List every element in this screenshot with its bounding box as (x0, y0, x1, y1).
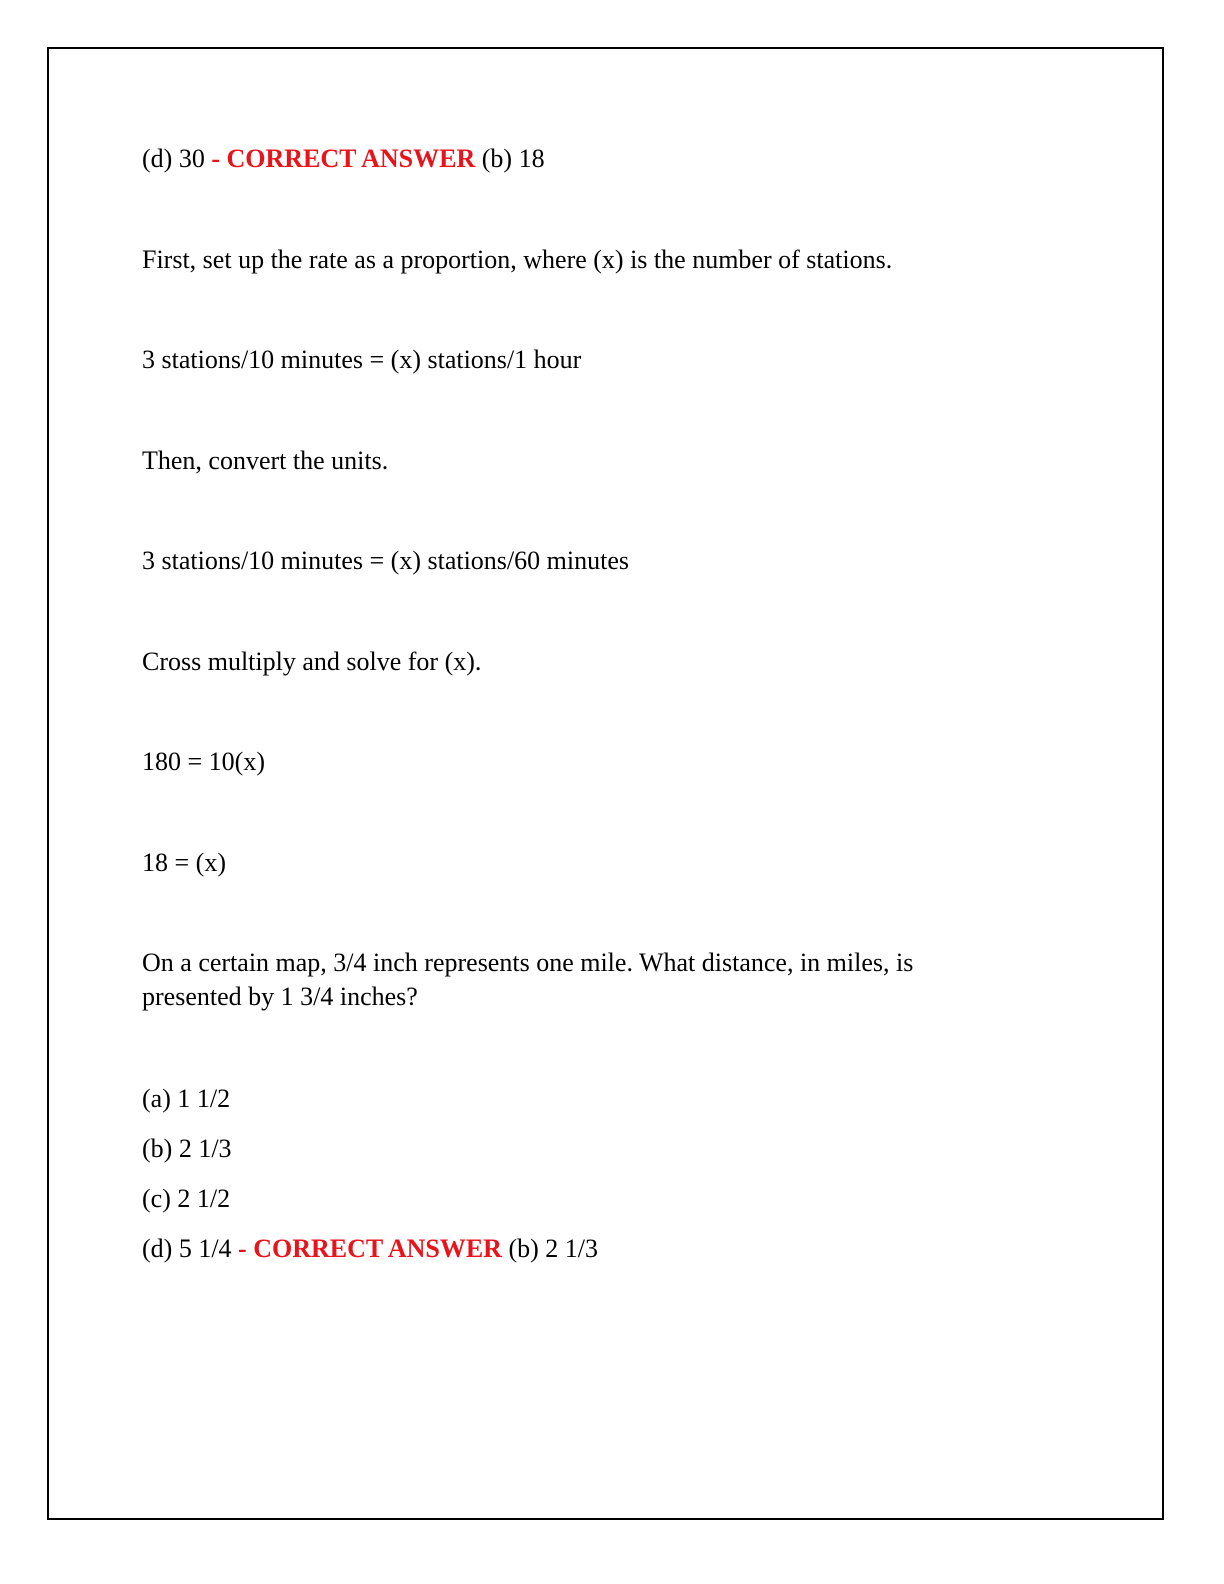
option-d-text: (d) 5 1/4 (142, 1234, 232, 1263)
option-d-text: (d) 30 (142, 144, 205, 173)
previous-answer-line (142, 142, 545, 176)
answer-separator: - (231, 1234, 254, 1263)
equation-proportion: 3 stations/10 minutes = (x) stations/1 hour (142, 345, 582, 374)
current-answer-line (142, 1232, 598, 1266)
equation-solution: 18 = (x) (142, 848, 226, 877)
correct-answer-value: (b) 2 1/3 (501, 1234, 599, 1263)
step-cross-multiply-text: Cross multiply and solve for (x). (142, 647, 482, 676)
option-b: (b) 2 1/3 (142, 1134, 232, 1163)
equation-converted: 3 stations/10 minutes = (x) stations/60 minutes (142, 546, 629, 575)
answer-separator: - (204, 144, 227, 173)
step-setup-text: First, set up the rate as a proportion, where (x) is the number of stations. (142, 245, 893, 274)
question-text: On a certain map, 3/4 inch represents one mile. What distance, in miles, is presented by 1 3/4 inches? (142, 948, 914, 1011)
correct-answer-value: (b) 18 (475, 144, 545, 173)
correct-answer-label: CORRECT ANSWER (226, 144, 476, 173)
equation-cross-multiplied: 180 = 10(x) (142, 747, 265, 776)
option-c: (c) 2 1/2 (142, 1184, 231, 1213)
step-convert-text: Then, convert the units. (142, 446, 389, 475)
correct-answer-label: CORRECT ANSWER (253, 1234, 502, 1263)
option-a: (a) 1 1/2 (142, 1084, 231, 1113)
